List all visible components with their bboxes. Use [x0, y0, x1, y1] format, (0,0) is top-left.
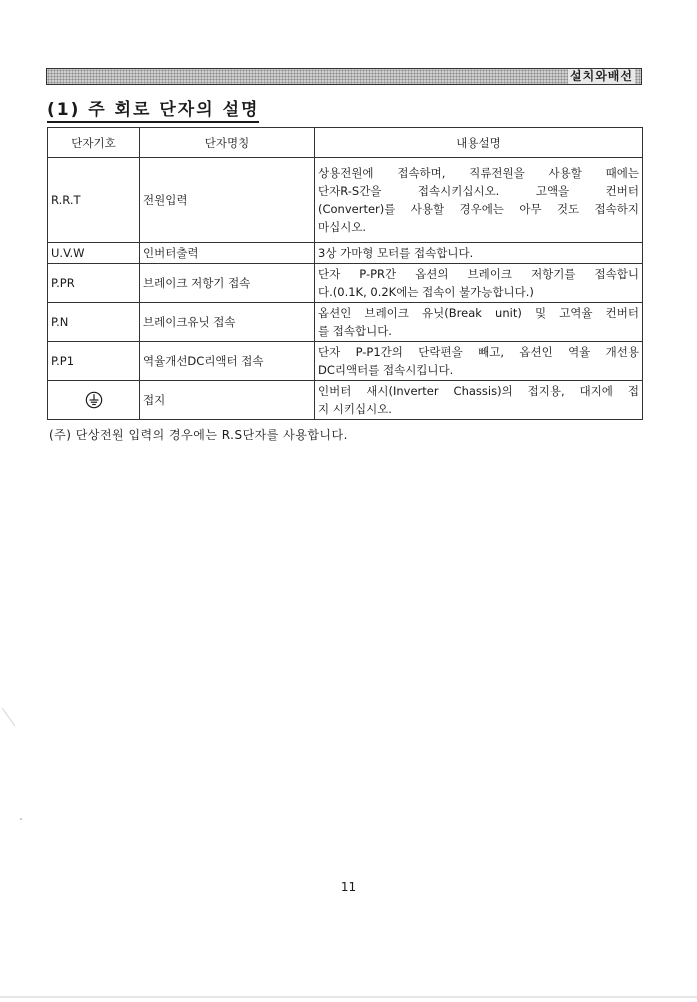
scan-artifact: [2, 708, 15, 727]
terminal-description: [315, 303, 643, 342]
terminal-description: [315, 158, 643, 243]
scan-artifact: [0, 996, 697, 998]
description-line: 를 접속합니다.: [318, 324, 392, 338]
table-row: [48, 264, 643, 303]
ground-icon: [85, 391, 103, 409]
terminal-description: [315, 264, 643, 303]
terminal-description-table: [47, 127, 643, 420]
scan-artifact: [20, 818, 22, 820]
description-line: 마십시오.: [318, 220, 367, 234]
terminal-description: [315, 381, 643, 420]
terminal-symbol: P.N: [48, 303, 140, 342]
column-header-description: 내용설명: [315, 128, 643, 158]
terminal-name: 인버터출력: [140, 243, 315, 264]
description-line: 단자 P-P1간의 단락편을 빼고, 옵션인 역율 개선용: [318, 345, 639, 359]
description-line: 단자 P-PR간 옵션의 브레이크 저항기를 접속합니: [318, 267, 639, 281]
column-header-symbol: 단자기호: [48, 128, 140, 158]
footnote: (주) 단상전원 입력의 경우에는 R.S단자를 사용합니다.: [49, 428, 348, 442]
page-number: 11: [340, 880, 357, 894]
description-line: 옵션인 브레이크 유닛(Break unit) 및 고역율 컨버터: [318, 306, 639, 320]
section-header-bar: [46, 68, 642, 85]
terminal-name: 접지: [140, 381, 315, 420]
terminal-symbol: P.PR: [48, 264, 140, 303]
table-row: [48, 381, 643, 420]
description-line: 지 시키십시오.: [318, 402, 392, 416]
terminal-name: 전원입력: [140, 158, 315, 243]
terminal-symbol: [48, 381, 140, 420]
description-line: 단자R-S간을 접속시키십시오. 고액을 컨버터: [318, 184, 639, 198]
table-row: [48, 303, 643, 342]
table-row: [48, 243, 643, 264]
table-header-row: [48, 128, 643, 158]
description-line: 상용전원에 접속하며, 직류전원을 사용할 때에는: [318, 166, 639, 180]
table-row: [48, 158, 643, 243]
section-header-label: 설치와배선: [570, 69, 633, 83]
terminal-symbol: R.R.T: [48, 158, 140, 243]
terminal-description: [315, 342, 643, 381]
column-header-name: 단자명칭: [140, 128, 315, 158]
description-line: 다.(0.1K, 0.2K에는 접속이 불가능합니다.): [318, 285, 534, 299]
terminal-name: 브레이크유닛 접속: [140, 303, 315, 342]
description-line: 인버터 새시(Inverter Chassis)의 접지용, 대지에 접: [318, 384, 639, 398]
description-line: DC리액터를 접속시킵니다.: [318, 363, 454, 377]
section-title: (1) 주 회로 단자의 설명: [47, 100, 259, 123]
description-line: 3상 가마형 모터를 접속합니다.: [318, 246, 474, 260]
terminal-name: 브레이크 저항기 접속: [140, 264, 315, 303]
terminal-symbol: P.P1: [48, 342, 140, 381]
table-row: [48, 342, 643, 381]
terminal-name: 역율개선DC리액터 접속: [140, 342, 315, 381]
description-line: (Converter)를 사용할 경우에는 아무 것도 접속하지: [318, 202, 639, 216]
terminal-symbol: U.V.W: [48, 243, 140, 264]
terminal-description: [315, 243, 643, 264]
